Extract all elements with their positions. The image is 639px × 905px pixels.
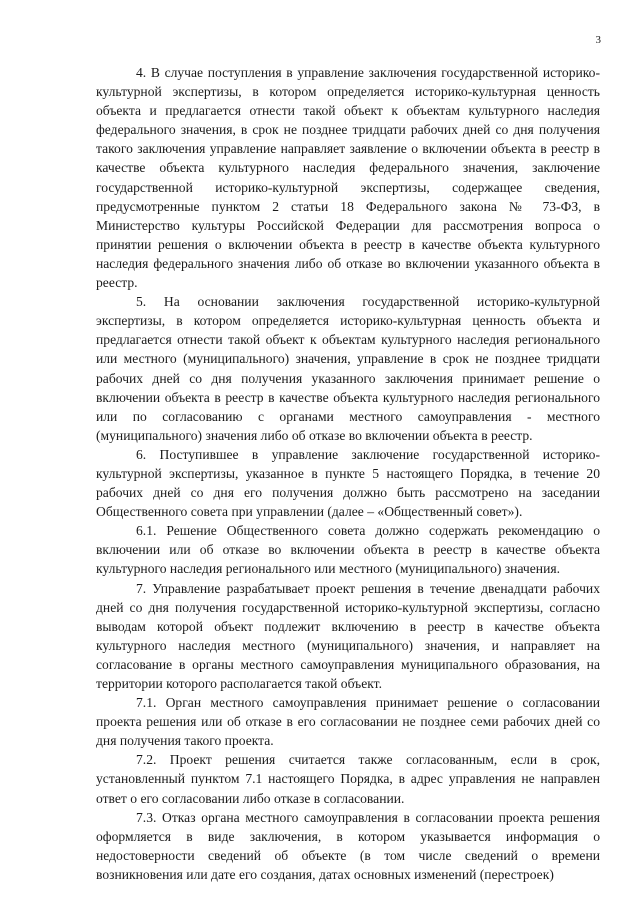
paragraph-7-2: 7.2. Проект решения считается также согласованным, если в срок, установленный пунктом 7.1 настоящего Порядка, в адрес управления не направлен ответ о его согласовании либо отказе в согласовании. [96,752,600,806]
paragraph-6: 6. Поступившее в управление заключение государственной историко-культурной экспертизы, указанное в пункте 5 настоящего Порядка, в течение 20 рабочих дней со дня его получения должно быть рассмотрено на заседании Общественного совета при управлении (далее – «Общественный совет»). [96,446,600,520]
page-number: 3 [595,34,601,46]
paragraph-6-1: 6.1. Решение Общественного совета должно содержать рекомендацию о включении или об отказе во включении объекта в реестр в качестве объекта культурного наследия регионального или местного (муниципального) значения. [96,523,600,577]
document-body [96,63,600,884]
paragraph-7: 7. Управление разрабатывает проект решения в течение двенадцати рабочих дней со дня получения государственной историко-культурной экспертизы, согласно выводам которой объект подлежит включению в реестр в качестве объекта культурного наследия местного (муниципального) значения, и направляет на согласование в органы местного самоуправления муниципального образования, на территории которого располагается такой объект. [96,580,600,691]
paragraph-7-3: 7.3. Отказ органа местного самоуправления в согласовании проекта решения оформляется в виде заключения, в котором указывается информация о недостоверности сведений об объекте (в том числе сведений о времени возникновения или дате его создания, датах основных изменений (перестроек) [96,809,600,882]
paragraph-7-1: 7.1. Орган местного самоуправления принимает решение о согласовании проекта решения или об отказе в его согласовании не позднее семи рабочих дней со дня получения такого проекта. [96,695,600,749]
paragraph-5: 5. На основании заключения государственной историко-культурной экспертизы, в котором определяется историко-культурная ценность объекта и предлагается отнести такой объект к объектам культурного наследия регионального или местного (муниципального) значения, управление в срок не позднее тридцати рабочих дней со дня получения указанного заключения принимает решение о включении объекта в реестр в качестве объекта культурного наследия регионального или по согласованию с органами местного самоуправления - местного (муниципального) значения либо об отказе во включении объекта в реестр. [96,294,600,443]
paragraph-4: 4. В случае поступления в управление заключения государственной историко-культурной экспертизы, в котором определяется историко-культурная ценность объекта и предлагается отнести такой объект к объектам культурного наследия федерального значения, в срок не позднее тридцати рабочих дней со дня получения такого заключения управление направляет заявление о включении объекта в реестр в качестве объекта культурного наследия федерального значения, заключение государственной историко-культурной экспертизы, содержащее сведения, предусмотренные пунктом 2 статьи 18 Федерального закона № 73-ФЗ, в Министерство культуры Российской Федерации для рассмотрения вопроса о принятии решения о включении объекта в реестр в качестве объекта культурного наследия федерального значения либо об отказе во включении указанного объекта в реестр. [96,65,600,291]
